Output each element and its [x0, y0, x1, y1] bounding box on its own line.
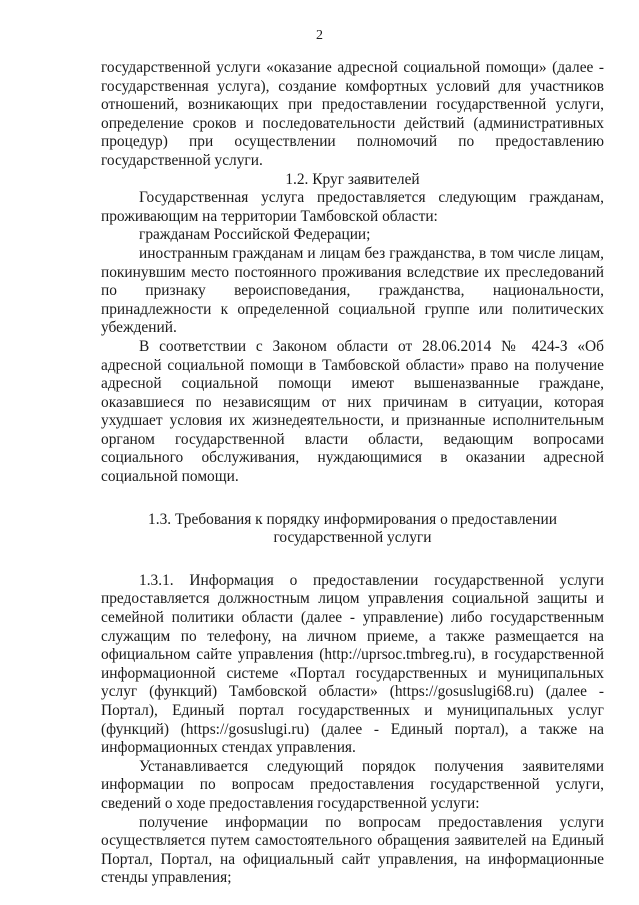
- paragraph-law-reference: В соответствии с Законом области от 28.06.2014 № 424-З «Об адресной социальной помощи в Тамбовской области» право на получение адресной социальной помощи имеют вышеназванные граждане, оказавшиеся по независящим от них причинам в ситуации, которая ухудшает условия их жизнедеятельности, и признанные исполнительным органом государственной власти области, ведающим вопросами социального обслуживания, нуждающимися в оказании адресной социальной помощи.: [101, 337, 604, 486]
- paragraph-information-sources: 1.3.1. Информация о предоставлении государственной услуги предоставляется должностным лицом управления социальной защиты и семейной политики области (далее - управление) либо государственным служащим по телефону, на личном приеме, а также размещается на официальном сайте управления (http://uprsoc.tmbreg.ru), в государственной информационной системе «Портал государственных и муниципальных услуг (функций) Тамбовской области» (https://gosuslugi68.ru) (далее - Портал), Единый портал государственных и муниципальных услуг (функций) (https://gosuslugi.ru) (далее - Единый портал), а также на информационных стендах управления.: [101, 571, 604, 757]
- page-number: 2: [316, 28, 323, 43]
- paragraph-citizens: гражданам Российской Федерации;: [139, 226, 371, 244]
- intro-paragraph: государственной услуги «оказание адресной социальной помощи» (далее - государственная услуга), создание комфортных условий для участников отношений, возникающих при предоставлении государственной услуги, определение сроков и последовательности действий (административных процедур) при осуществлении полномочий по предоставлению государственной услуги.: [101, 59, 604, 169]
- paragraph-foreigners: иностранным гражданам и лицам без гражданства, в том числе лицам, покинувшим место постоянного проживания вследствие их преследований по признаку вероисповедания, гражданства, национальности, принадлежности к определенной социальной группе или политических убеждений.: [101, 244, 604, 337]
- paragraph-eligibility: Государственная услуга предоставляется следующим гражданам, проживающим на территории Тамбовской области:: [101, 189, 604, 225]
- document-body: [101, 59, 604, 888]
- paragraph-self-service: получение информации по вопросам предоставления услуги осуществляется путем самостоятельного обращения заявителей на Единый Портал, Портал, на официальный сайт управления, на информационные стенды управления;: [101, 813, 604, 887]
- section-heading-1-3-line1: 1.3. Требования к порядку информирования о предоставлении: [148, 510, 557, 528]
- section-heading-1-3-line2: государственной услуги: [273, 529, 432, 547]
- section-heading-1-2: 1.2. Круг заявителей: [285, 170, 420, 188]
- section-heading-1-3: [101, 511, 604, 548]
- paragraph-procedure: Устанавливается следующий порядок получения заявителями информации по вопросам предоставления государственной услуги, сведений о ходе предоставления государственной услуги:: [101, 757, 604, 812]
